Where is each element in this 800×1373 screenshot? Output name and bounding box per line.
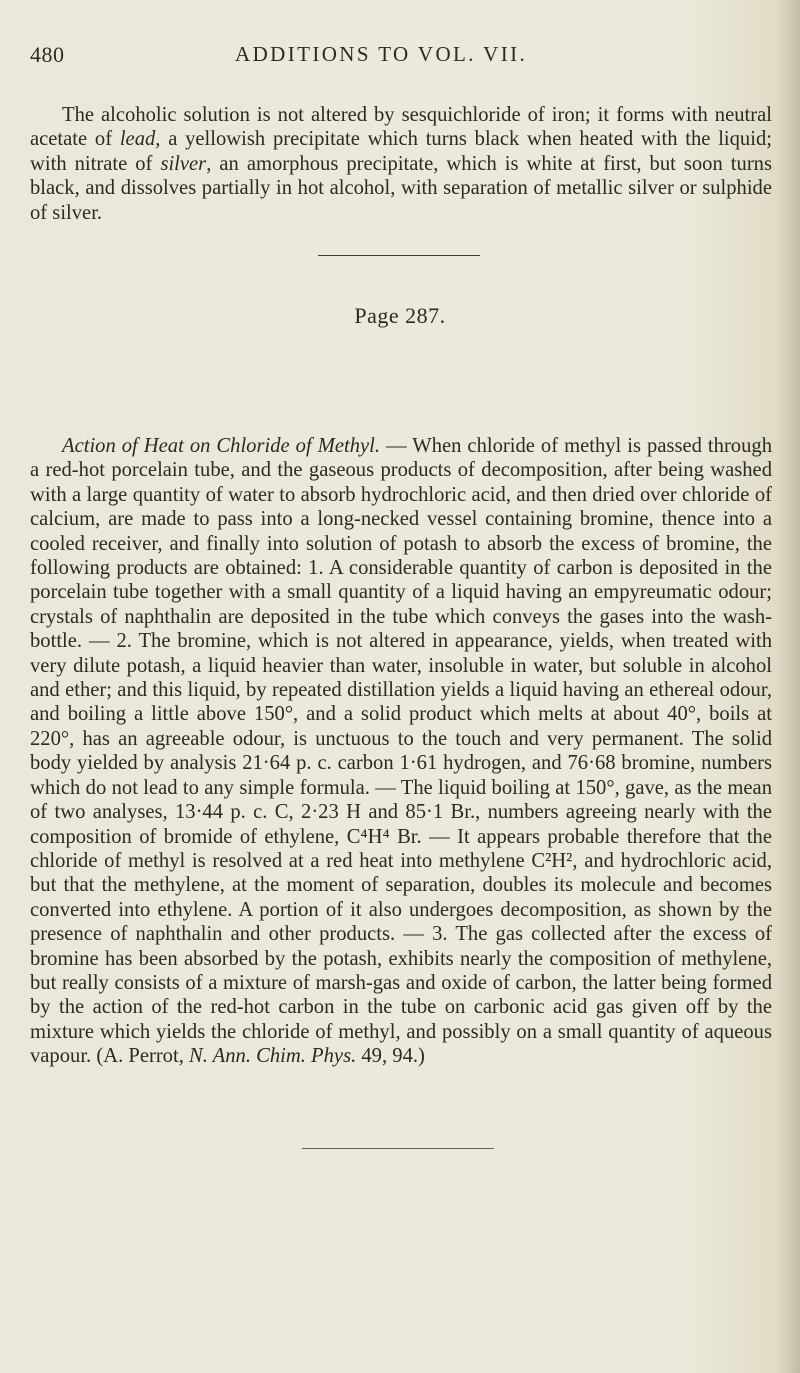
italic-term: silver [160, 152, 207, 175]
paragraph-alcoholic-solution [30, 103, 772, 225]
paragraph-text: , a yellowish precipitate which turns black when heated with the liquid; with nitrate of [30, 128, 772, 175]
paragraph-text: The alcoholic solution is not altered by sesquichloride of iron; it forms with neutral acetate of [30, 104, 772, 151]
citation-reference: 49, 94.) [356, 1045, 425, 1068]
page-edge-shadow [778, 0, 800, 1373]
paragraph-text: , an amorphous precipitate, which is white at first, but soon turns black, and dissolves partially in hot alcohol, with separation of metallic silver or sulphide of silver. [30, 152, 772, 224]
citation-journal: N. Ann. Chim. Phys. [189, 1045, 357, 1068]
italic-term: lead [119, 128, 156, 151]
end-divider [302, 1148, 494, 1149]
paragraph-chloride-of-methyl [30, 434, 772, 1069]
running-head: ADDITIONS TO VOL. VII. [235, 42, 528, 66]
page-number: 480 [30, 42, 65, 67]
section-divider [318, 255, 480, 256]
section-page-reference: Page 287. [354, 303, 446, 328]
paragraph-heading: Action of Heat on Chloride of Methyl. [62, 435, 381, 457]
page-header [30, 42, 772, 72]
paragraph-text: — When chloride of methyl is passed through a red-hot porcelain tube, and the gaseous products of decomposition, after being washed with a large quantity of water to absorb hydrochloric acid, and then dried over chloride of calcium, are made to pass into a long-necked vessel containing bromine, thence into a cooled receiver, and finally into solution of potash to absorb the excess of bromine, the following products are obtained: 1. A considerable quantity of carbon is deposited in the porcelain tube together with a small quantity of a liquid having an empyreumatic odour; crystals of naphthalin are deposited in the tube which conveys the gases into the wash-bottle. — 2. The bromine, which is not altered in appearance, yields, when treated with very dilute potash, a liquid heavier than water, insoluble in water, but soluble in alcohol and ether; and this liquid, by repeated distillation yields a liquid having an ethereal odour, and boiling a little above 150°, and a solid product which melts at about 40°, boils at 220°, has an agreeable odour, is unctuous to the touch and very permanent. The solid body yielded by analysis 21·64 p. c. carbon 1·61 hydrogen, and 76·68 bromine, numbers which do not lead to any simple formula. — The liquid boiling at 150°, gave, as the mean of two analyses, 13·44 p. c. C, 2·23 H and 85·1 Br., numbers agreeing nearly with the composition of bromide of ethylene, C⁴H⁴ Br. — It appears probable therefore that the chloride of methyl is resolved at a red heat into methylene C²H², and hydrochloric acid, but that the methylene, at the moment of separation, doubles its molecule and becomes converted into ethylene. A portion of it also undergoes decomposition, as shown by the presence of naphthalin and other products. — 3. The gas collected after the excess of bromine has been absorbed by the potash, exhibits nearly the composition of methylene, but really consists of a mixture of marsh-gas and oxide of carbon, the latter being formed by the action of the red-hot carbon in the tube on carbonic acid gas given off by the mixture which yields the chloride of methyl, and possibly on a small quantity of aqueous vapour. (A. Perrot, [30, 435, 772, 1068]
